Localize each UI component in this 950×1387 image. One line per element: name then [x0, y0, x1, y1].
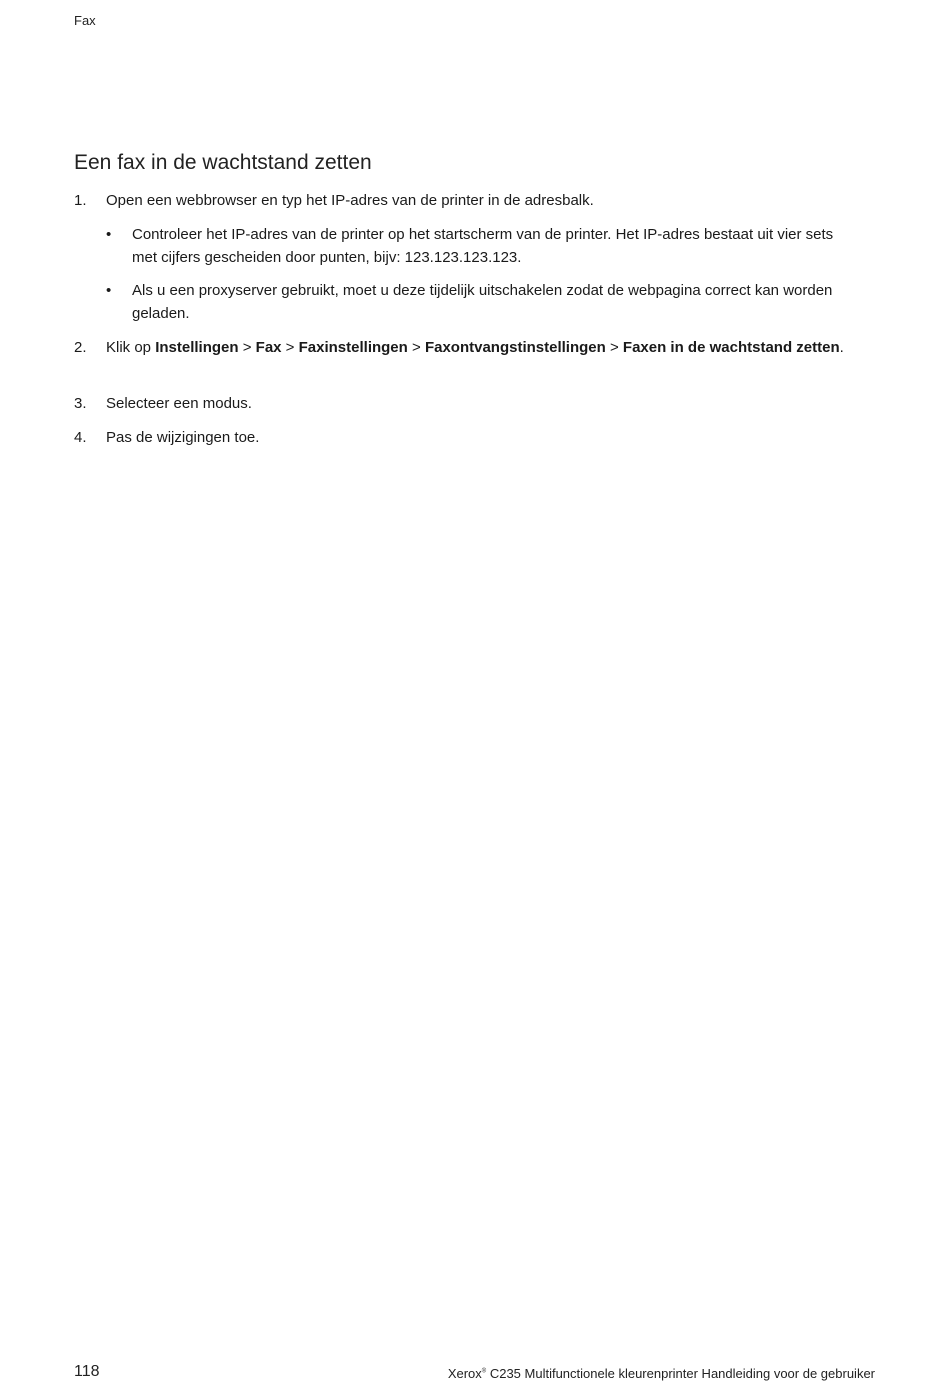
step-number: 3. [74, 395, 87, 412]
step-number: 4. [74, 429, 87, 446]
path-separator: > [407, 339, 425, 356]
bullet-icon: • [106, 282, 112, 299]
menu-path-fax: Fax [255, 339, 282, 356]
menu-path-faxontvangstinstellingen: Faxontvangstinstellingen [424, 339, 606, 356]
step-number: 1. [74, 192, 87, 209]
step-number: 2. [74, 339, 87, 356]
footer-title-text: C235 Multifunctionele kleurenprinter Handleiding voor de gebruiker [486, 1366, 875, 1381]
bullet-item-proxy [106, 279, 858, 325]
menu-path-instellingen: Instellingen [155, 339, 239, 356]
step-text: Pas de wijzigingen toe. [106, 429, 260, 446]
step-2 [74, 336, 864, 359]
path-separator: > [281, 339, 299, 356]
step-text: Selecteer een modus. [106, 395, 252, 412]
bullet-icon: • [106, 226, 112, 243]
bullet-item-ip-address [106, 223, 858, 269]
running-head: Fax [74, 13, 96, 28]
step-1 [74, 189, 864, 212]
footer-doc-title [448, 1366, 875, 1381]
menu-path-faxinstellingen: Faxinstellingen [298, 339, 408, 356]
path-separator: > [605, 339, 623, 356]
bullet-text: Controleer het IP-adres van de printer op het startscherm van de printer. Het IP-adres bestaat uit vier sets met cijfers gescheiden door punten, bijv: 123.123.123.123. [132, 226, 834, 266]
path-separator: > [238, 339, 256, 356]
step-suffix: . [839, 339, 844, 356]
step-3 [74, 392, 864, 415]
footer-brand: Xerox [447, 1366, 482, 1381]
page-number: 118 [74, 1363, 100, 1380]
step-text: Open een webbrowser en typ het IP-adres van de printer in de adresbalk. [106, 192, 594, 209]
trademark-symbol: ® [481, 1368, 487, 1375]
step-4 [74, 426, 864, 449]
section-title: Een fax in de wachtstand zetten [74, 151, 372, 174]
bullet-text: Als u een proxyserver gebruikt, moet u deze tijdelijk uitschakelen zodat de webpagina correct kan worden geladen. [132, 282, 833, 322]
menu-path-faxen-in-wachtstand: Faxen in de wachtstand zetten [622, 339, 840, 356]
step-text [106, 336, 864, 359]
step-prefix: Klik op [106, 339, 156, 356]
